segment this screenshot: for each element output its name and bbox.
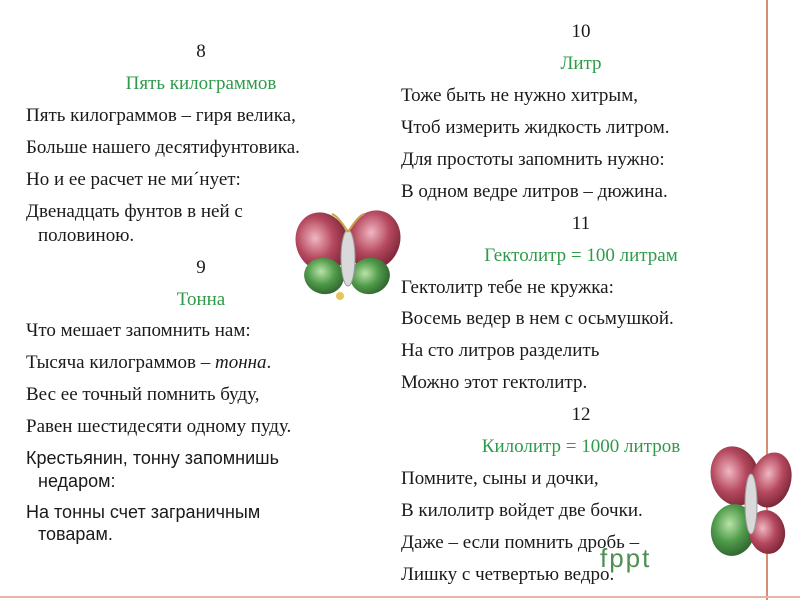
section-9-number: 9	[196, 256, 206, 278]
verse-line: Лишку с четвертью ведро.	[401, 563, 615, 585]
verse-line: Двенадцать фунтов в ней с	[26, 200, 243, 222]
verse-line	[26, 351, 376, 375]
verse-line: Можно этот гектолитр.	[401, 372, 588, 394]
verse-line: Для простоты запомнить нужно:	[401, 148, 665, 170]
verse-line: Но и ее расчет не ми´нует:	[26, 168, 241, 190]
emphasis-word: тонна	[214, 352, 267, 374]
verse-line: Даже – если помнить дробь –	[401, 532, 640, 553]
section-8-number: 8	[196, 41, 206, 62]
verse-line: Пять килограммов – гиря велика,	[26, 104, 296, 126]
verse-line: товарам.	[38, 524, 113, 545]
verse-line: В одном ведре литров – дюжина.	[401, 180, 668, 202]
verse-line: Восемь ведер в нем с осьмушкой.	[401, 308, 674, 330]
verse-line: Больше нашего десятифунтовика.	[26, 136, 300, 158]
verse-line: половиною.	[38, 224, 135, 246]
candy-butterfly-icon	[705, 440, 793, 570]
verse-line: На тонны счет заграничным	[26, 501, 261, 522]
section-10-title: Литр	[560, 52, 602, 74]
section-8-title: Пять килограммов	[125, 72, 277, 94]
verse-punct: .	[266, 352, 272, 374]
section-9-title: Тонна	[176, 288, 226, 310]
verse-line: Равен шестидесяти одному пуду.	[26, 416, 292, 438]
verse-line: Тоже быть не нужно хитрым,	[401, 84, 638, 106]
verse-line: Что мешает запомнить нам:	[26, 320, 251, 342]
verse-line: Вес ее точный помнить буду,	[26, 384, 260, 406]
verse-line: Помните, сыны и дочки,	[401, 468, 599, 490]
verse-text: Тысяча килограммов –	[26, 352, 215, 374]
verse-line: Крестьянин, тонну запомнишь	[26, 448, 279, 469]
verse-line: Гектолитр тебе не кружка:	[401, 276, 614, 298]
candy-butterfly-icon	[288, 206, 408, 302]
verse-line: В килолитр войдет две бочки.	[401, 500, 643, 522]
section-11-number: 11	[571, 212, 591, 234]
section-12-number: 12	[571, 404, 591, 426]
watermark-logo: fppt	[600, 543, 652, 573]
verse-line: На сто литров разделить	[401, 340, 600, 362]
section-12-title: Килолитр = 1000 литров	[481, 436, 681, 458]
section-11-title: Гектолитр = 100 литрам	[484, 244, 678, 266]
verse-line: Чтоб измерить жидкость литром.	[401, 116, 670, 138]
bottom-border-line	[0, 596, 800, 598]
verse-line: недаром:	[38, 470, 116, 491]
section-10-number: 10	[571, 21, 591, 42]
